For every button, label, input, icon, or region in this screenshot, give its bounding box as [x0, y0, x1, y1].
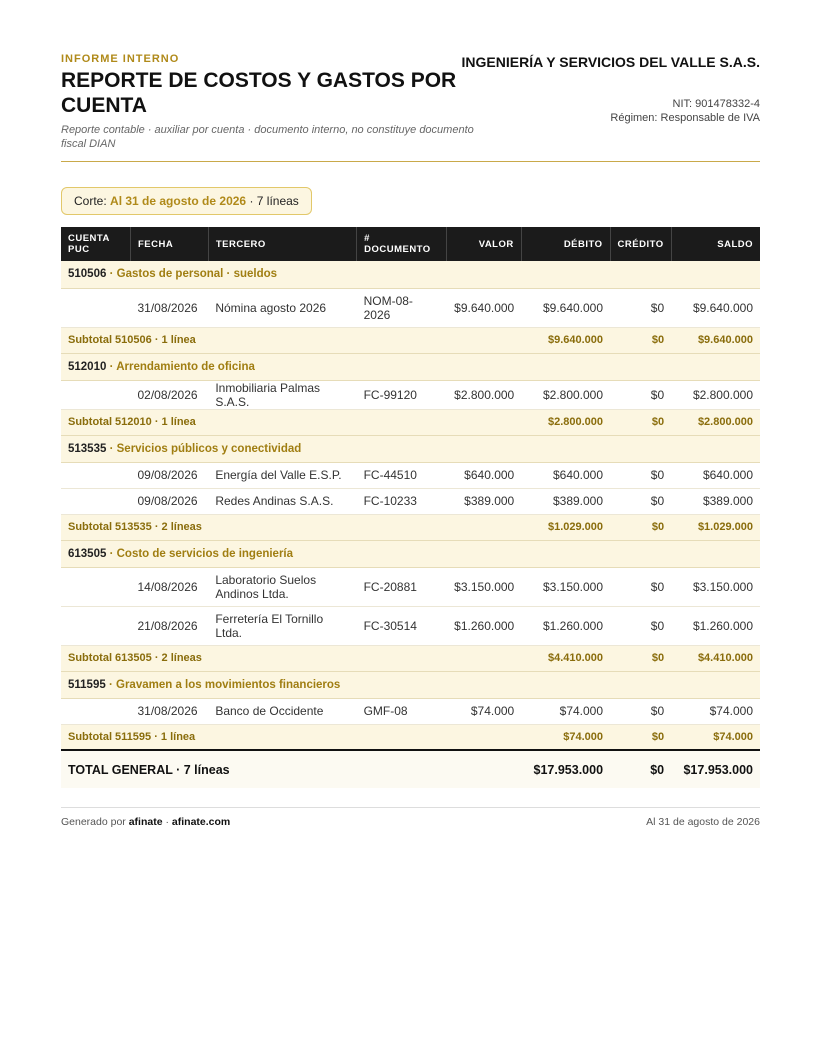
- footer-generated: [61, 816, 230, 828]
- report-eyebrow: INFORME INTERNO: [61, 53, 180, 65]
- subtotal-saldo: $1.029.000: [671, 514, 760, 540]
- valor-cell: $3.150.000: [446, 567, 521, 606]
- cuenta-cell: [61, 380, 130, 409]
- account-group-cell: [61, 353, 760, 380]
- debito-cell: $1.260.000: [521, 606, 610, 645]
- subtotal-row: [61, 514, 760, 540]
- cutoff-badge: [61, 187, 312, 215]
- valor-cell: $2.800.000: [446, 380, 521, 409]
- subtotal-saldo: $2.800.000: [671, 409, 760, 435]
- account-group-row: [61, 435, 760, 462]
- ledger-body: [61, 261, 760, 788]
- column-header-documento: # DOCUMENTO: [357, 227, 447, 261]
- footer-separator: ·: [165, 816, 169, 828]
- fecha-cell: 31/08/2026: [130, 698, 208, 724]
- subtotal-row: [61, 327, 760, 353]
- saldo-cell: $640.000: [671, 462, 760, 488]
- subtotal-label: Subtotal 512010 · 1 línea: [61, 409, 521, 435]
- account-separator: ·: [109, 442, 114, 455]
- tercero-cell: Banco de Occidente: [208, 698, 356, 724]
- tercero-cell: Ferretería El Tornillo Ltda.: [208, 606, 356, 645]
- cutoff-lines: 7 líneas: [256, 194, 299, 208]
- column-header-cuenta: CUENTA PUC: [61, 227, 130, 261]
- account-code: 513535: [68, 442, 107, 455]
- debito-cell: $74.000: [521, 698, 610, 724]
- documento-cell: GMF-08: [357, 698, 447, 724]
- account-name: Arrendamiento de oficina: [116, 360, 255, 373]
- subtotal-credito: $0: [610, 724, 671, 750]
- column-header-valor: VALOR: [446, 227, 521, 261]
- documento-cell: FC-30514: [357, 606, 447, 645]
- account-group-cell: [61, 261, 760, 288]
- subtotal-saldo: $74.000: [671, 724, 760, 750]
- tercero-cell: Nómina agosto 2026: [208, 288, 356, 327]
- cuenta-cell: [61, 288, 130, 327]
- subtotal-debito: $74.000: [521, 724, 610, 750]
- subtotal-label: Subtotal 513535 · 2 líneas: [61, 514, 521, 540]
- report-subtitle: Reporte contable · auxiliar por cuenta · documento interno, no constituye documento fiscal DIAN: [61, 124, 474, 150]
- account-name: Gastos de personal · sueldos: [116, 268, 278, 281]
- total-saldo: $17.953.000: [671, 750, 760, 788]
- saldo-cell: $2.800.000: [671, 380, 760, 409]
- documento-cell: FC-10233: [357, 488, 447, 514]
- tercero-cell: Energía del Valle E.S.P.: [208, 462, 356, 488]
- account-separator: ·: [109, 547, 114, 560]
- subtotal-row: [61, 724, 760, 750]
- account-name: Gravamen a los movimientos financieros: [116, 678, 341, 691]
- table-row: [61, 380, 760, 409]
- credito-cell: $0: [610, 288, 671, 327]
- debito-cell: $389.000: [521, 488, 610, 514]
- account-code: 512010: [68, 360, 107, 373]
- cuenta-cell: [61, 488, 130, 514]
- account-group-cell: [61, 671, 760, 698]
- account-separator: ·: [109, 268, 114, 281]
- saldo-cell: $74.000: [671, 698, 760, 724]
- table-row: [61, 698, 760, 724]
- account-code: 510506: [68, 268, 107, 281]
- credito-cell: $0: [610, 488, 671, 514]
- debito-cell: $3.150.000: [521, 567, 610, 606]
- tercero-cell: Laboratorio Suelos Andinos Ltda.: [208, 567, 356, 606]
- account-separator: ·: [109, 360, 114, 373]
- fecha-cell: 14/08/2026: [130, 567, 208, 606]
- subtotal-label: Subtotal 511595 · 1 línea: [61, 724, 521, 750]
- account-group-row: [61, 540, 760, 567]
- subtotal-label: Subtotal 613505 · 2 líneas: [61, 645, 521, 671]
- total-debito: $17.953.000: [521, 750, 610, 788]
- fecha-cell: 02/08/2026: [130, 380, 208, 409]
- subtotal-credito: $0: [610, 327, 671, 353]
- total-row: [61, 750, 760, 788]
- account-group-row: [61, 671, 760, 698]
- cuenta-cell: [61, 462, 130, 488]
- fecha-cell: 31/08/2026: [130, 288, 208, 327]
- credito-cell: $0: [610, 567, 671, 606]
- tercero-cell: Inmobiliaria Palmas S.A.S.: [208, 380, 356, 409]
- subtotal-row: [61, 645, 760, 671]
- account-code: 511595: [68, 678, 106, 691]
- account-name: Costo de servicios de ingeniería: [116, 547, 294, 560]
- company-regimen: Régimen: Responsable de IVA: [610, 112, 760, 124]
- fecha-cell: 09/08/2026: [130, 488, 208, 514]
- account-group-row: [61, 353, 760, 380]
- table-row: [61, 462, 760, 488]
- footer-generated-prefix: Generado por: [61, 816, 126, 828]
- debito-cell: $9.640.000: [521, 288, 610, 327]
- subtotal-row: [61, 409, 760, 435]
- footer-site: afinate.com: [171, 816, 231, 828]
- saldo-cell: $389.000: [671, 488, 760, 514]
- documento-cell: FC-20881: [357, 567, 447, 606]
- subtotal-credito: $0: [610, 645, 671, 671]
- subtotal-debito: $4.410.000: [521, 645, 610, 671]
- column-header-credito: CRÉDITO: [610, 227, 671, 261]
- tercero-cell: Redes Andinas S.A.S.: [208, 488, 356, 514]
- table-row: [61, 567, 760, 606]
- account-group-cell: [61, 435, 760, 462]
- column-header-saldo: SALDO: [671, 227, 760, 261]
- credito-cell: $0: [610, 606, 671, 645]
- subtotal-debito: $1.029.000: [521, 514, 610, 540]
- cuenta-cell: [61, 567, 130, 606]
- report-footer: [61, 807, 760, 828]
- valor-cell: $1.260.000: [446, 606, 521, 645]
- total-label: TOTAL GENERAL · 7 líneas: [61, 750, 521, 788]
- table-row: [61, 288, 760, 327]
- saldo-cell: $1.260.000: [671, 606, 760, 645]
- report-title: REPORTE DE COSTOS Y GASTOS POR CUENTA: [61, 69, 457, 117]
- saldo-cell: $9.640.000: [671, 288, 760, 327]
- documento-cell: FC-99120: [357, 380, 447, 409]
- footer-brand: afinate: [128, 816, 163, 828]
- valor-cell: $74.000: [446, 698, 521, 724]
- debito-cell: $640.000: [521, 462, 610, 488]
- cutoff-separator: ·: [249, 194, 254, 208]
- table-header-row: [61, 227, 760, 261]
- account-name: Servicios públicos y conectividad: [116, 442, 302, 455]
- footer-date: Al 31 de agosto de 2026: [646, 816, 760, 828]
- account-group-row: [61, 261, 760, 288]
- account-group-cell: [61, 540, 760, 567]
- credito-cell: $0: [610, 698, 671, 724]
- subtotal-debito: $2.800.000: [521, 409, 610, 435]
- report-header: [61, 0, 760, 162]
- subtotal-saldo: $9.640.000: [671, 327, 760, 353]
- fecha-cell: 21/08/2026: [130, 606, 208, 645]
- account-code: 613505: [68, 547, 107, 560]
- credito-cell: $0: [610, 462, 671, 488]
- total-credito: $0: [610, 750, 671, 788]
- valor-cell: $389.000: [446, 488, 521, 514]
- documento-cell: NOM-08-2026: [357, 288, 447, 327]
- company-nit: NIT: 901478332-4: [672, 98, 760, 110]
- cutoff-date: Al 31 de agosto de 2026: [110, 194, 247, 208]
- table-row: [61, 606, 760, 645]
- subtotal-label: Subtotal 510506 · 1 línea: [61, 327, 521, 353]
- saldo-cell: $3.150.000: [671, 567, 760, 606]
- valor-cell: $9.640.000: [446, 288, 521, 327]
- valor-cell: $640.000: [446, 462, 521, 488]
- column-header-fecha: FECHA: [130, 227, 208, 261]
- subtotal-credito: $0: [610, 409, 671, 435]
- table-row: [61, 488, 760, 514]
- report-page: [61, 0, 760, 828]
- fecha-cell: 09/08/2026: [130, 462, 208, 488]
- cuenta-cell: [61, 698, 130, 724]
- debito-cell: $2.800.000: [521, 380, 610, 409]
- subtotal-saldo: $4.410.000: [671, 645, 760, 671]
- subtotal-credito: $0: [610, 514, 671, 540]
- column-header-debito: DÉBITO: [521, 227, 610, 261]
- cutoff-label: Corte:: [74, 194, 107, 208]
- documento-cell: FC-44510: [357, 462, 447, 488]
- account-separator: ·: [108, 678, 113, 691]
- ledger-table: [61, 227, 760, 788]
- cuenta-cell: [61, 606, 130, 645]
- credito-cell: $0: [610, 380, 671, 409]
- company-name: INGENIERÍA Y SERVICIOS DEL VALLE S.A.S.: [461, 54, 760, 70]
- column-header-tercero: TERCERO: [208, 227, 356, 261]
- subtotal-debito: $9.640.000: [521, 327, 610, 353]
